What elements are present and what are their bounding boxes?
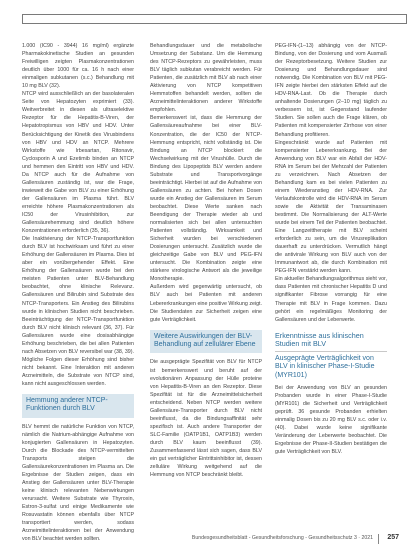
- text-column-right: [275, 42, 387, 456]
- paragraph: Behandlungsdauer und die metabolische Umsetzung der Substanz. Um die Hemmung des NTCP-Rezeptors zu gewährleisten, muss BLV täglich subkutan verabreicht werden. Für Patienten, die zusätzlich mit BLV ab nach einer Aktivierung von NTCP kompetitiven Hemmstoffen behandelt werden, sollten die Arzneimittelinteraktionen anderer Wirkstoffe empfohlen.: [150, 43, 262, 114]
- paragraph: Bei der Anwendung von BLV an gesunden Probanden wurde in einer Phase-I-Studie (MYR101) die Sicherheit und Verträglichkeit geprüft. 36 gesunde Probanden erhielten einmalig Dosen bis zu 20 mg BLV s.c. oder i.v. (40). Dabei wurde keine signifikante Veränderung der Leberwerte beobachtet. Die Ergebnisse der Phase-II-Studien bestätigen die gute Verträglichkeit von BLV.: [275, 385, 387, 456]
- page-number: 257: [387, 534, 399, 541]
- subsection-heading-box: [22, 394, 134, 418]
- journal-citation: Bundesgesundheitsblatt - Gesundheitsforschung - Gesundheitsschutz 3 · 2021: [191, 535, 373, 541]
- subsection-title: Hemmung anderer NTCP-Funktionen durch BLV: [26, 397, 108, 413]
- subsection-heading-box: [150, 330, 262, 354]
- text-column-middle: [150, 42, 262, 479]
- section-title: Erkenntnisse aus klinischen Studien mit BLV: [275, 332, 387, 352]
- text-column-left: [22, 42, 134, 544]
- paragraph: Die Inaktivierung der NTCP-Transportfunktion durch BLV ist hochwirksam und führt zu einer Erhöhung der Gallensäuren im Plasma. Dies ist aber ein vorübergehender Effekt. Eine Erhöhung der Gallensäuren wurde bei den meisten Patienten unter BLV-Behandlung beobachtet, ohne klinische Relevanz. Gallensäuren und Bilirubin sind Substrate des NTCP-Transporters. Ein Anstieg des Bilirubins wurde in klinischen Studien nicht beschrieben. Beeinträchtigung der NTCP-Transportfunktion durch BLV nicht klinisch relevant (36, 37). Für Gallensäuren wurde eine dosisabhängige Erhöhung beschrieben, die bei allen Patienten nach Absetzen von BLV reversibel war (38, 39). Mögliche Folgen dieser Erhöhung sind bisher nicht bekannt. Eine Interaktion mit anderen Arzneimitteln, die Substrate von NTCP sind, kann nicht ausgeschlossen werden.: [22, 236, 134, 387]
- paragraph: Ein aktueller Behandlungsalgorithmus sieht vor, dass Patienten mit chronischer Hepatitis D und signifikanter Fibrose vorrangig für eine Therapie mit BLV in Frage kommen. Dazu gehört ein regelmäßiges Monitoring der Gallensäuren und der Leberwerte.: [275, 276, 387, 323]
- paragraph: Bemerkenswert ist, dass die Hemmung der Gallensäureaufnahme bei einer BLV-Konzentration, die der IC50 der NTCP-Hemmung entspricht, nicht vollständig ist. Die Bindung an NTCP blockiert die Wechselwirkung mit der Virushülle. Durch die Bindung des Lipopeptids BLV werden andere Substrate und Transportvorgänge beeinträchtigt. Hierbei ist auf die Aufnahme von Gallensäuren zu achten. Bei hohen Dosen wurde ein Anstieg der Gallensäuren im Serum beobachtet. Diese Werte sanken nach Beendigung der Therapie wieder ab und normalisierten sich bei allen untersuchten Patienten vollständig. Wirksamkeit und Sicherheit wurden bei verschiedenen Dosierungen untersucht. Zusätzlich wurde die gleichzeitige Gabe von BLV und PEG-IFN untersucht. Die Kombination zeigte eine stärkere virologische Antwort als die jeweilige Monotherapie.: [150, 115, 262, 283]
- paragraph: 1.000 (IC90 - 3944) 16 mg/ml) ergänzte Pharmakokinetische Studien an gesunden Freiwilligen zeigten Plasmakonzentrationen deutlich über 1000 für ca. 16 h nach einer einmaligen subkutanen (s.c.) Behandlung mit 10 mg BLV (32).: [22, 43, 134, 90]
- header-rule: [22, 14, 407, 24]
- paragraph: NTCP wird ausschließlich an der basolateralen Seite von Hepatozyten exprimiert (33). Weitverbreitet in diesen als ultraselektive Rezeptor für die Hepatitis-B-Viren, der Hepatotropismus von HBV und HDV. Unter Berücksichtigung der Kinetik des Virusbindens von HBV und HDV an NTCP. Mehrere Wirkstoffe wie Irbesartan, Ritonavir, Cyclosporin A und Ezetimib binden an NTCP und hemmen den Eintritt von HBV und HDV. Da NTCP auch für die Aufnahme von Gallensäuren zuständig ist, war die Frage, inwieweit die Gabe von BLV zu einer Erhöhung der Gallensäuren im Plasma führt. BLV erreichte höhere Plasmakonzentrationen als IC50 der Virusinhibition, zur Gallensäurehemmung sind deutlich höhere Konzentrationen erforderlich (35, 36).: [22, 91, 134, 235]
- footer-divider: [378, 534, 379, 544]
- paragraph: Die ausgeprägte Spezifität von BLV für NTCP ist bemerkenswert und beruht auf der evolutionären Anpassung der Hülle proteine von Hepatitis-B-Viren an den Rezeptor. Diese Spezifität ist für die Arzneimittelsicherheit entscheidend. Neben NTCP werden weitere Gallensäure-Transporter durch BLV nicht beeinflusst, da die Bindungsaffinität sehr spezifisch ist. Auch andere Transporter der SLC-Familie (OATP1B1, OATP1B3) werden durch BLV kaum beeinflusst (39). Zusammenfassend lässt sich sagen, dass BLV ein gut verträglicher Eintrittsinhibitor ist, dessen zelluläre Wirkung weitgehend auf die Hemmung von NTCP beschränkt bleibt.: [150, 359, 262, 479]
- paragraph: Außerdem wird gegenwärtig untersucht, ob BLV auch bei Patienten mit anderen Lebererkrankungen eine positive Wirkung zeigt. Die Studiendaten zur Sicherheit zeigen eine gute Verträglichkeit.: [150, 284, 262, 323]
- paragraph: PEG-IFN-(1–13) abhängig von der NTCP-Bindung, von der Dosierung und vom Ausmaß der Rezeptorbesetzung. Weitere Studien zur Dosierung und Behandlungsdauer sind notwendig. Die Kombination von BLV mit PEG-IFN zeigte hierbei den stärksten Effekt auf die HDV-RNA-Last. Ob die Therapie durch anhaltende Dosierungen (2–10 mg) täglich zu verbessern ist, ist Gegenstand laufender Studien. Sie sollen auch die Frage klären, ob Patienten mit kompensierter Zirrhose von einer Behandlung profitieren.: [275, 43, 387, 138]
- subsection-title: Weitere Auswirkungen der BLV-Behandlung auf zellulärer Ebene: [154, 332, 256, 349]
- paragraph: BLV hemmt die natürliche Funktion von NTCP, nämlich die Natrium-abhängige Aufnahme von konjugierten Gallensäuren in Hepatozyten. Durch die Blockade des NTCP-vermittelten Transports steigen die Gallensäurekonzentrationen im Plasma an. Die Ergebnisse der Studien zeigen, dass ein Anstieg der Gallensäuren unter BLV-Therapie keine klinisch relevanten Nebenwirkungen verursacht. Weitere Substrate wie Thyroxin, Estron-3-sulfat und einige Medikamente wie Rosuvastatin können ebenfalls über NTCP transportiert werden, sodass Arzneimittelinteraktionen bei der Anwendung von BLV beachtet werden sollten.: [22, 423, 134, 543]
- page-footer: [0, 534, 413, 546]
- subsection-title: Ausgeprägte Verträglichkeit von BLV in klinischer Phase-I-Studie (MYR101): [275, 354, 375, 379]
- paragraph: Eingeschränkt wurde auf Patienten mit kompensierter Lebererkrankung. Bei der Anwendung von BLV war ein Abfall der HDV-RNA im Serum bei der Mehrzahl der Patienten zu verzeichnen. Nach Absetzen der Behandlung kam es bei vielen Patienten zu einem Wiederanstieg der HDV-RNA. Zur Verlaufskontrolle wird die HDV-RNA im Serum sowie die Aktivität der Transaminasen bestimmt. Die Normalisierung der ALT-Werte wurde bei einem Teil der Patienten beobachtet. Eine Langzeittherapie mit BLV scheint erforderlich zu sein, um die Virusreplikation dauerhaft zu unterdrücken. Vermutlich hängt die antivirale Wirkung von BLV auch von der Immunantwort ab, die durch Kombination mit PEG-IFN verstärkt werden kann.: [275, 139, 387, 275]
